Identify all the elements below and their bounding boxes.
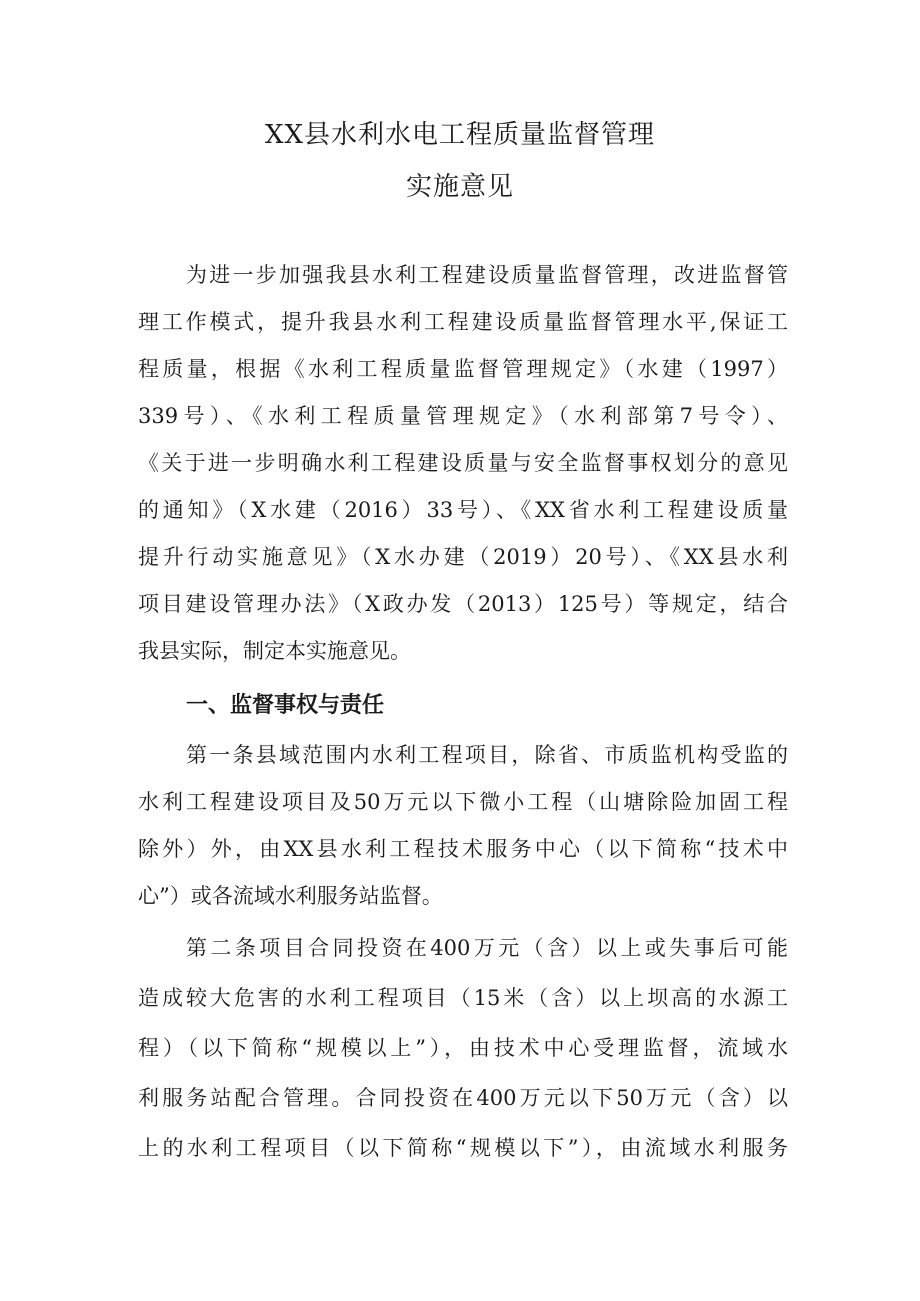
article-2-line: 程）（以下简称“规模以上”），由技术中心受理监督，流域水: [138, 1036, 788, 1060]
intro-line: 我县实际，制定本实施意见。: [138, 639, 411, 663]
intro-line: 提升行动实施意见》（X水办建（2019）20号）、《XX县水利: [138, 545, 788, 569]
intro-line: 项目建设管理办法》（X政办发（2013）125号）等规定，结合: [138, 592, 788, 616]
article-2-line: 造成较大危害的水利工程项目（15米（含）以上坝高的水源工: [138, 986, 788, 1010]
article-2-line: 上的水利工程项目（以下简称“规模以下”），由流域水利服务: [138, 1136, 788, 1160]
intro-line: 为进一步加强我县水利工程建设质量监督管理，改进监督管: [186, 263, 788, 287]
article-1-line: 心”）或各流域水利服务站监督。: [138, 884, 443, 908]
article-1-line: 水利工程建设项目及50万元以下微小工程（山塘除险加固工程: [138, 790, 788, 814]
article-2-line: 利服务站配合管理。合同投资在400万元以下50万元（含）以: [138, 1086, 788, 1110]
article-2-line: 第二条项目合同投资在400万元（含）以上或失事后可能: [186, 936, 788, 960]
document-title-line-1: XX县水利水电工程质量监督管理: [264, 120, 656, 150]
document-title-line-2: 实施意见: [405, 172, 514, 202]
intro-line: 的通知》（X水建（2016）33号）、《XX省水利工程建设质量: [138, 498, 788, 522]
article-1-line: 除外）外，由XX县水利工程技术服务中心（以下简称“技术中: [138, 837, 788, 861]
intro-line: 理工作模式，提升我县水利工程建设质量监督管理水平,保证工: [138, 310, 788, 334]
intro-line: 《关于进一步明确水利工程建设质量与安全监督事权划分的意见: [138, 451, 788, 475]
section-heading: 一、监督事权与责任: [186, 693, 385, 718]
intro-line: 程质量，根据《水利工程质量监督管理规定》（水建（1997）: [138, 357, 788, 381]
intro-line: 339号）、《水利工程质量管理规定》（水利部第7号令）、: [138, 404, 788, 428]
article-1-line: 第一条县域范围内水利工程项目，除省、市质监机构受监的: [186, 743, 788, 767]
